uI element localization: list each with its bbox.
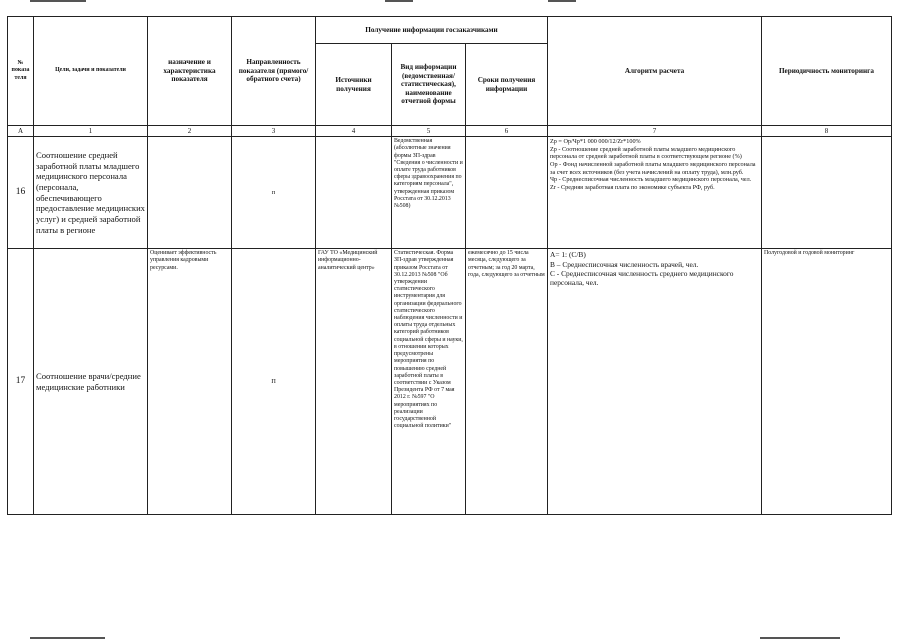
algorithm-line: Zr - Средняя заработная плата по экономике субъекта РФ, руб. — [550, 183, 715, 191]
header-row — [8, 17, 892, 44]
info-terms: ежемесячно до 15 числа месяца, следующего за отчетным; за год 20 марта, года, следующего за отчетным — [466, 249, 548, 515]
info-terms — [466, 137, 548, 249]
indicator-goal: Соотношение врачи/средние медицинские работники — [34, 249, 148, 515]
row-number: 17 — [8, 249, 34, 515]
scan-mark — [760, 637, 840, 639]
column-number: 3 — [232, 126, 316, 137]
indicator-goal: Соотношение средней заработной платы младшего медицинского персонала (персонала, обеспечивающего предоставление медицинских услуг) и средней заработной платы в регионе — [34, 137, 148, 249]
scan-mark — [548, 0, 576, 2]
table-row — [8, 137, 892, 249]
indicator-purpose: Оценивает эффективность управления кадровыми ресурсами. — [148, 249, 232, 515]
algorithm-line: Чр - Среднесписочная численность младшего медицинского персонала, чел. — [550, 176, 752, 184]
info-type: Статистическая. Форма ЗП-здрав утвержденная приказом Росстата от 30.12.2013 №508 "Об утверждении статистического инструментария для организации федерального статистического наблюдения численности и оплаты труда отдельных категорий работников социальной сферы и науки, в отношении которых предусмотрены мероприятия по повышению средней заработной платы в соответствии с Указом Президента РФ от 7 мая 2012 г. №597 "О мероприятиях по реализации государственной социальной политики" — [392, 249, 466, 515]
header-sources: Источники получения — [316, 44, 392, 126]
monitoring-periodicity — [762, 137, 892, 249]
header-info-type: Вид информации (ведомственная/статистическая), наименование отчетной формы — [392, 44, 466, 126]
info-source — [316, 137, 392, 249]
monitoring-periodicity: Полугодовой и годовой мониторинг — [762, 249, 892, 515]
info-type: Ведомственная (абсолютные значения формы ЗП-здрав "Сведения о численности и оплате труда работников сферы здравоохранения по категориям персонала", утвержденная приказом Росстата от 30.12.2013 №508) — [392, 137, 466, 249]
column-number: А — [8, 126, 34, 137]
header-terms: Сроки получения информации — [466, 44, 548, 126]
column-number: 4 — [316, 126, 392, 137]
header-purpose: назначение и характеристика показателя — [148, 17, 232, 126]
header-algorithm: Алгоритм расчета — [548, 17, 762, 126]
algorithm-line: В – Среднесписочная численность врачей, чел. — [550, 259, 699, 269]
algorithm-line: Zр = Ор/Чр*1 000 000/12/Zr*100% — [550, 138, 641, 146]
column-number: 5 — [392, 126, 466, 137]
scan-mark — [30, 0, 86, 2]
indicator-purpose — [148, 137, 232, 249]
calculation-algorithm — [548, 249, 762, 515]
indicator-direction: п — [232, 137, 316, 249]
column-number: 2 — [148, 126, 232, 137]
algorithm-line: Zр - Соотношение средней заработной платы младшего медицинского персонала от средней заработной платы в соответствующем регионе (%) — [550, 145, 742, 161]
indicator-direction: П — [232, 249, 316, 515]
scan-mark — [30, 637, 105, 639]
algorithm-line: Ор - Фонд начисленной заработной платы младшего медицинского персонала за счет всех источников (без учета начислений на оплату труда), млн.руб. — [550, 160, 756, 176]
algorithm-line: А= 1: (С/В) — [550, 250, 586, 260]
row-number: 16 — [8, 137, 34, 249]
column-number: 7 — [548, 126, 762, 137]
header-direction: Направленность показателя (прямого/обратного счета) — [232, 17, 316, 126]
column-number: 8 — [762, 126, 892, 137]
monitoring-table — [7, 16, 892, 515]
column-number: 6 — [466, 126, 548, 137]
column-number: 1 — [34, 126, 148, 137]
header-periodicity: Периодичность мониторинга — [762, 17, 892, 126]
algorithm-line: С - Среднесписочная численность среднего медицинского персонала, чел. — [550, 268, 734, 287]
header-info-group: Получение информации госзаказчиками — [316, 17, 548, 44]
calculation-algorithm — [548, 137, 762, 249]
info-source: ГАУ ТО «Медицинский информационно-аналитический центр» — [316, 249, 392, 515]
column-number-row — [8, 126, 892, 137]
header-goals: Цели, задачи и показатели — [34, 17, 148, 126]
header-num: № показа теля — [8, 17, 34, 126]
scan-mark — [385, 0, 413, 2]
table-row — [8, 249, 892, 515]
